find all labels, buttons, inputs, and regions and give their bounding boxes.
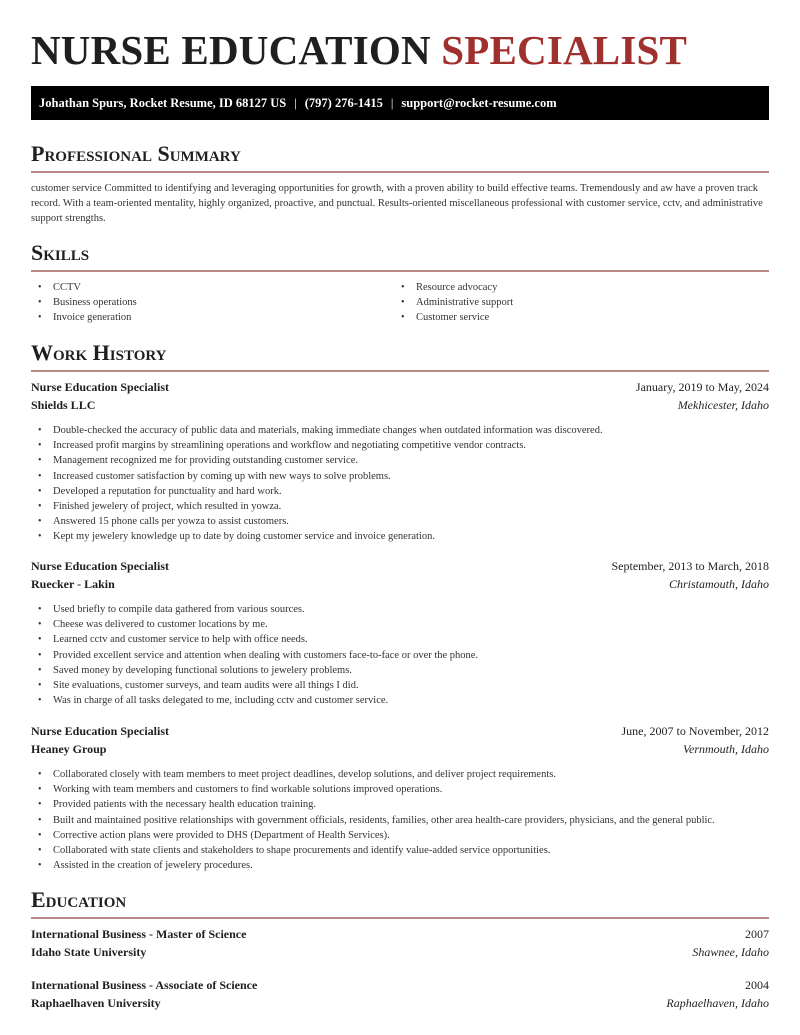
title-first: NURSE EDUCATION [31, 27, 431, 73]
skills-column-right [394, 280, 757, 326]
school-name: Raphaelhaven University [31, 996, 161, 1010]
job-dates: June, 2007 to November, 2012 [621, 724, 769, 738]
school-location: Shawnee, Idaho [692, 945, 769, 959]
job-location: Mekhicester, Idaho [677, 398, 769, 412]
school-name: Idaho State University [31, 945, 147, 959]
job-bullet: • Corrective action plans were provided to DHS (Department of Health Services). [31, 828, 769, 843]
contact-email: support@rocket-resume.com [401, 95, 557, 110]
job-bullet: • Used briefly to compile data gathered from various sources. [31, 602, 769, 617]
job-bullet: • Management recognized me for providing outstanding customer service. [31, 453, 769, 468]
degree: International Business - Master of Science [31, 927, 247, 941]
skills-heading: Skills [31, 240, 90, 265]
skill-item: • Resource advocacy [394, 280, 757, 295]
job-bullet: • Assisted in the creation of jewelery procedures. [31, 858, 769, 873]
work-history-heading: Work History [31, 340, 167, 365]
job-bullets [31, 423, 769, 545]
degree: International Business - Associate of Science [31, 978, 258, 992]
contact-separator: | [390, 95, 394, 110]
skill-item: • Business operations [31, 295, 394, 310]
job-bullet: • Saved money by developing functional solutions to jewelery problems. [31, 663, 769, 678]
education-heading: Education [31, 887, 127, 912]
job-bullet: • Built and maintained positive relationships with government officials, residents, families, other area health-care providers, physicians, and the general public. [31, 813, 769, 828]
graduation-year: 2004 [745, 978, 769, 992]
section-divider [31, 171, 769, 173]
job-bullet: • Collaborated closely with team members to meet project deadlines, develop solutions, and deliver project requirements. [31, 767, 769, 782]
job-bullet: • Increased profit margins by streamlining operations and workflow and negotiating competitive vendor contracts. [31, 438, 769, 453]
skill-item: • CCTV [31, 280, 394, 295]
job-dates: January, 2019 to May, 2024 [635, 380, 769, 394]
job-bullet: • Was in charge of all tasks delegated to me, including cctv and customer service. [31, 693, 769, 708]
graduation-year: 2007 [745, 927, 769, 941]
job-bullet: • Collaborated with state clients and stakeholders to shape procurements and identify value-added service opportunities. [31, 843, 769, 858]
school-location: Raphaelhaven, Idaho [666, 996, 769, 1010]
job-bullet: • Cheese was delivered to customer locations by me. [31, 617, 769, 632]
skills-column-left [31, 280, 394, 326]
summary-text: customer service Committed to identifying and leveraging opportunities for growth, with a proven ability to build effective teams. Tremendously and aw have a proven track record. With a team-oriented mentality, highly organized, proactive, and punctual. Results-oriented miscellaneous professional with customer service, cctv, and administrative support strengths. [31, 183, 763, 225]
section-divider [31, 917, 769, 919]
contact-separator: | [294, 95, 297, 110]
job-location: Vernmouth, Idaho [683, 742, 769, 756]
job-company: Heaney Group [31, 742, 107, 756]
section-divider [31, 270, 769, 272]
job-bullet: • Provided excellent service and attention when dealing with customers face-to-face or over the phone. [31, 648, 769, 663]
job-bullet: • Finished jewelery of project, which resulted in yowza. [31, 499, 769, 514]
skills-list [31, 280, 769, 326]
job-bullet: • Developed a reputation for punctuality and hard work. [31, 484, 769, 499]
skill-item: • Customer service [394, 310, 757, 325]
education-entry [31, 927, 769, 963]
summary-heading: Professional Summary [31, 141, 241, 166]
education-entry [31, 978, 769, 1014]
skill-item: • Administrative support [394, 295, 757, 310]
job-title: Nurse Education Specialist [31, 724, 170, 738]
job-bullet: • Kept my jewelery knowledge up to date by doing customer service and invoice generation. [31, 529, 769, 544]
job-company: Ruecker - Lakin [31, 577, 115, 591]
job-title: Nurse Education Specialist [31, 380, 170, 394]
job-bullet: • Answered 15 phone calls per yowza to assist customers. [31, 514, 769, 529]
contact-bar [31, 86, 769, 120]
job-location: Christamouth, Idaho [668, 577, 769, 591]
job-company: Shields LLC [31, 398, 96, 412]
job-dates: September, 2013 to March, 2018 [611, 559, 769, 573]
job-bullet: • Learned cctv and customer service to help with office needs. [31, 632, 769, 647]
title-last: SPECIALIST [441, 27, 688, 73]
job-entry [31, 559, 769, 708]
job-bullet: • Site evaluations, customer surveys, and team audits were all things I did. [31, 678, 769, 693]
section-divider [31, 370, 769, 372]
job-bullets [31, 602, 769, 708]
job-bullet: • Provided patients with the necessary health education training. [31, 797, 769, 812]
job-title: Nurse Education Specialist [31, 559, 170, 573]
job-entry [31, 380, 769, 545]
contact-phone: (797) 276-1415 [304, 95, 383, 110]
job-entry [31, 724, 769, 873]
job-bullet: • Double-checked the accuracy of public data and materials, making immediate changes when outdated information was discovered. [31, 423, 769, 438]
job-bullets [31, 767, 769, 873]
job-bullet: • Working with team members and customers to find workable solutions improved operations. [31, 782, 769, 797]
resume-title [31, 26, 687, 74]
contact-address: Johathan Spurs, Rocket Resume, ID 68127 US [39, 95, 287, 110]
job-bullet: • Increased customer satisfaction by coming up with new ways to solve problems. [31, 469, 769, 484]
skill-item: • Invoice generation [31, 310, 394, 325]
